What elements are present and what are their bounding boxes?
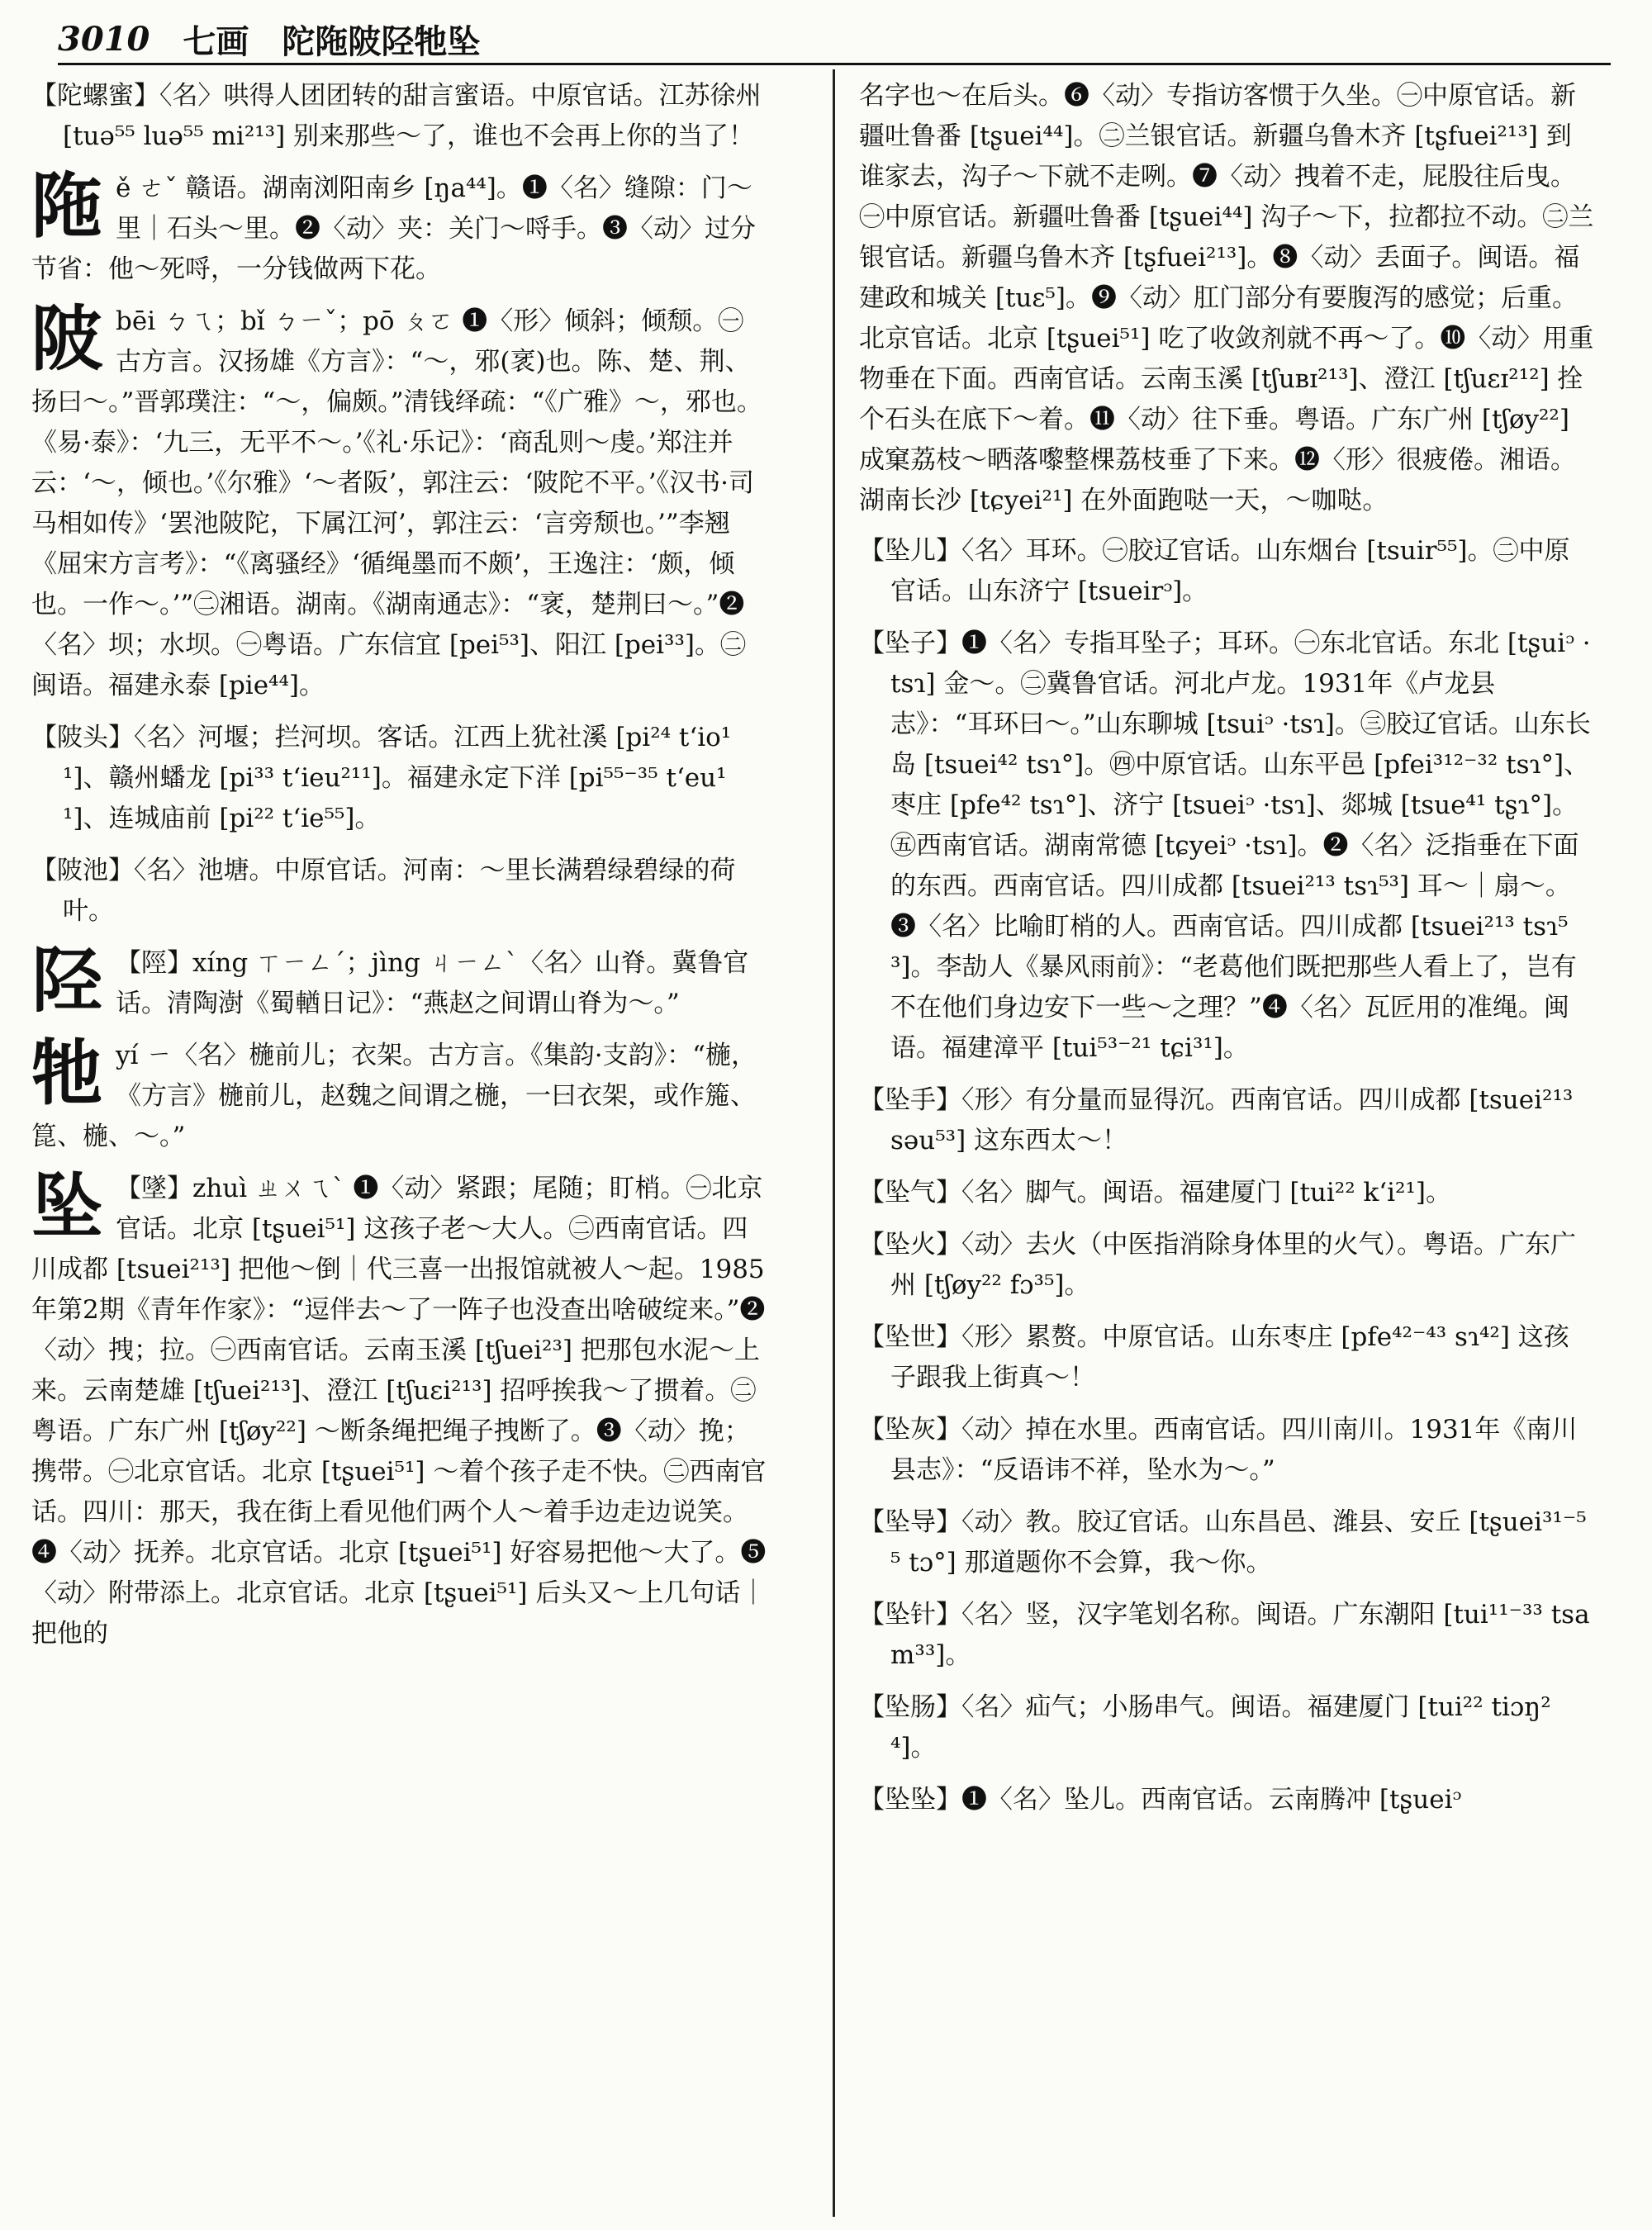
- compound-word-entry: 【坠手】〈形〉有分量而显得沉。西南官话。四川成都 [tsuei²¹³ səu⁵³] 这东西太～！: [859, 1085, 1582, 1155]
- headword-character: 陁: [31, 165, 102, 248]
- head-character-entry: [31, 940, 767, 1024]
- entry-definition: ě ㄜˇ 赣语。湖南浏阳南乡 [ŋa⁴⁴]。❶〈名〉缝隙：门～里｜石头～里。❷〈动〉夹：关门～哷手。❸〈动〉过分节省：他～死哷，一分钱做两下花。: [31, 173, 756, 284]
- right-column: [859, 76, 1594, 2215]
- head-character-entry: [31, 298, 767, 706]
- head-character-entry: [31, 165, 767, 290]
- stroke-category: 七画: [183, 21, 249, 61]
- headword-character: 坠: [31, 1165, 102, 1248]
- head-character-entry: [31, 1032, 767, 1157]
- header-characters: 陀陁陂陉牠坠: [282, 21, 481, 61]
- compound-word-entry: 【陂头】〈名〉河堰；拦河坝。客话。江西上犹社溪 [pi²⁴ tʻio¹¹]、赣州蟠龙 [pi³³ tʻieu²¹¹]。福建永定下洋 [pi⁵⁵⁻³⁵ tʻeu¹¹]、连城庙前 [pi²² tʻie⁵⁵]。: [31, 723, 732, 833]
- left-column: [31, 76, 770, 2215]
- compound-word-entry: 【陂池】〈名〉池塘。中原官话。河南：～里长满碧绿碧绿的荷叶。: [31, 856, 736, 926]
- headword-character: 陉: [31, 940, 102, 1022]
- compound-word-entry: 【坠坠】❶〈名〉坠儿。西南官话。云南腾冲 [tʂueiᵓ: [859, 1785, 1462, 1815]
- compound-word-entry: 【陀螺蜜】〈名〉哄得人团团转的甜言蜜语。中原官话。江苏徐州 [tuə⁵⁵ luə⁵⁵ mi²¹³] 别来那些～了，谁也不会再上你的当了！: [31, 81, 770, 151]
- compound-word-entry: 【坠肠】〈名〉疝气；小肠串气。闽语。福建厦门 [tui²² tiɔŋ²⁴]。: [859, 1692, 1551, 1763]
- head-character-entry: [31, 1165, 767, 1654]
- compound-word-entry: 【坠火】〈动〉去火（中医指消除身体里的火气）。粤语。广东广州 [tʃøy²² fɔ³⁵]。: [859, 1230, 1576, 1300]
- compound-word-entry: 【坠灰】〈动〉掉在水里。西南官话。四川南川。1931年《南川县志》：“反语讳不祥，坠水为～。”: [859, 1415, 1578, 1485]
- compound-word-entry: 【坠气】〈名〉脚气。闽语。福建厦门 [tui²² kʻi²¹]。: [859, 1178, 1451, 1208]
- compound-word-entry: 【坠世】〈形〉累赘。中原官话。山东枣庄 [pfe⁴²⁻⁴³ sɿ⁴²] 这孩子跟我上街真～！: [859, 1322, 1569, 1393]
- page-header: [58, 15, 1611, 65]
- entry-definition: bēi ㄅㄟ；bǐ ㄅㄧˇ；pō ㄆㄛ ❶〈形〉倾斜；倾颓。㊀古方言。汉扬雄《方言》：“～，邪(衺)也。陈、楚、荆、扬曰～。”晋郭璞注：“～，偏颇。”清钱绎疏：“《广雅》～，邪也。《易·泰》：‘九三，无平不～。’《礼·乐记》：‘商乱则～虔。’郑注并云：‘～，倾也。’《尔雅》‘～者阪’，郭注云：‘陂陀不平。’《汉书·司马相如传》‘罢池陂陀，下属江河’，郭注云：‘言旁颓也。’”李翘《屈宋方言考》：“《离骚经》‘循绳墨而不颇’，王逸注：‘颇，倾也。一作～。’”㊁湘语。湖南。《湖南通志》：“衺，楚荆曰～。”❷〈名〉坝；水坝。㊀粤语。广东信宜 [pei⁵³]、阳江 [pei³³]。㊁闽语。福建永泰 [pie⁴⁴]。: [31, 306, 762, 700]
- entry-definition: 【墜】zhuì ㄓㄨㄟˋ ❶〈动〉紧跟；尾随；盯梢。㊀北京官话。北京 [tʂuei⁵¹] 这孩子老～大人。㊁西南官话。四川成都 [tsuei²¹³] 把他～倒｜代三喜一出报馆就被人～起。1985年第2期《青年作家》：“逗伴去～了一阵子也没查出啥破绽来。”❷〈动〉拽；拉。㊀西南官话。云南玉溪 [tʃuei²³] 把那包水泥～上来。云南楚雄 [tʃuei²¹³]、澄江 [tʃuɛi²¹³] 招呼挨我～了掼着。㊁粤语。广东广州 [tʃøy²²] ～断条绳把绳子拽断了。❸〈动〉挽；携带。㊀北京官话。北京 [tʂuei⁵¹] ～着个孩子走不快。㊁西南官话。四川：那天，我在街上看见他们两个人～着手边走边说笑。❹〈动〉抚养。北京官话。北京 [tʂuei⁵¹] 好容易把他～大了。❺〈动〉附带添上。北京官话。北京 [tʂuei⁵¹] 后头又～上几句话｜把他的: [31, 1174, 767, 1649]
- compound-word-entry: 【坠儿】〈名〉耳环。㊀胶辽官话。山东烟台 [tsuir⁵⁵]。㊁中原官话。山东济宁 [tsueirᵓ]。: [859, 536, 1570, 606]
- entry-definition: 【陘】xíng ㄒㄧㄥˊ；jìng ㄐㄧㄥˋ〈名〉山脊。冀鲁官话。清陶澍《蜀輶日记》：“燕赵之间谓山脊为～。”: [116, 948, 749, 1018]
- continued-entry-text: 名字也～在后头。❻〈动〉专指访客惯于久坐。㊀中原官话。新疆吐鲁番 [tʂuei⁴⁴]。㊁兰银官话。新疆乌鲁木齐 [tʂfuei²¹³] 到谁家去，沟子～下就不走咧。❼〈动〉拽着不走，屁股往后曳。㊀中原官话。新疆吐鲁番 [tʂuei⁴⁴] 沟子～下，拉都拉不动。㊁兰银官话。新疆乌鲁木齐 [tʂfuei²¹³]。❽〈动〉丢面子。闽语。福建政和城关 [tuɛ⁵]。❾〈动〉肛门部分有要腹泻的感觉；后重。北京官话。北京 [tʂuei⁵¹] 吃了收敛剂就不再～了。❿〈动〉用重物垂在下面。西南官话。云南玉溪 [tʃuʙɪ²¹³]、澄江 [tʃuɛɪ²¹²] 拴个石头在底下～着。⓫〈动〉往下垂。粤语。广东广州 [tʃøy²²] 成窠荔枝～晒落嚟整棵荔枝垂了下来。⓬〈形〉很疲倦。湘语。湖南长沙 [tɕyei²¹] 在外面跑哒一天，～咖哒。: [859, 81, 1594, 515]
- headword-character: 牠: [31, 1032, 102, 1115]
- compound-word-entry: 【坠针】〈名〉竖，汉字笔划名称。闽语。广东潮阳 [tui¹¹⁻³³ tsam³³]。: [859, 1600, 1590, 1670]
- compound-word-entry: 【坠导】〈动〉教。胶辽官话。山东昌邑、潍县、安丘 [tʂuei³¹⁻⁵⁵ tɔ°] 那道题你不会算，我～你。: [859, 1507, 1587, 1578]
- compound-word-entry: 【坠子】❶〈名〉专指耳坠子；耳环。㊀东北官话。东北 [tʂuiᵓ ·tsɿ] 金～。㊁冀鲁官话。河北卢龙。1931年《卢龙县志》：“耳环曰～。”山东聊城 [tsuiᵓ ·tsɿ]。㊂胶辽官话。山东长岛 [tsuei⁴² tsɿ°]。㊃中原官话。山东平邑 [pfei³¹²⁻³² tsɿ°]、枣庄 [pfe⁴² tsɿ°]、济宁 [tsueiᵓ ·tsɿ]、郯城 [tsue⁴¹ tʂɿ°]。㊄西南官话。湖南常德 [tɕyeiᵓ ·tsɿ]。❷〈名〉泛指垂在下面的东西。西南官话。四川成都 [tsuei²¹³ tsɿ⁵³] 耳～｜扇～。❸〈名〉比喻盯梢的人。西南官话。四川成都 [tsuei²¹³ tsɿ⁵³]。李劼人《暴风雨前》：“老葛他们既把那些人看上了，岂有不在他们身边安下一些～之理？”❹〈名〉瓦匠用的准绳。闽语。福建漳平 [tui⁵³⁻²¹ tɕi³¹]。: [859, 629, 1591, 1063]
- headword-character: 陂: [31, 298, 102, 381]
- column-divider: [833, 69, 835, 2217]
- entry-definition: yí ㄧ〈名〉椸前儿；衣架。古方言。《集韵·支韵》：“椸，《方言》椸前儿，赵魏之间谓之椸，一曰衣架，或作箷、箟、椸、～。”: [31, 1041, 757, 1151]
- page-number: 3010: [58, 19, 150, 59]
